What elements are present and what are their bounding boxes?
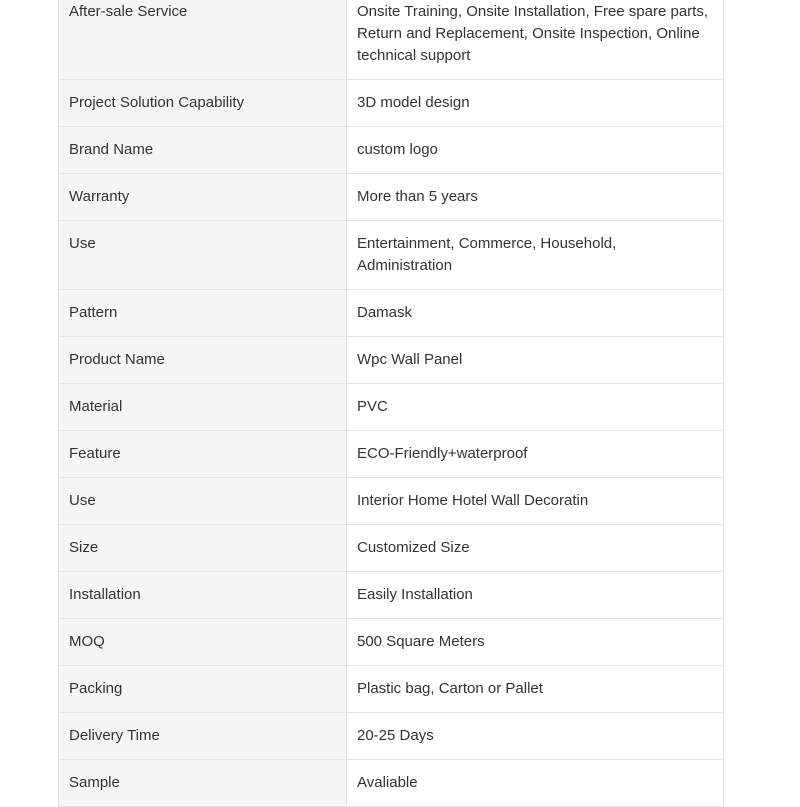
spec-key: After-sale Service	[59, 0, 347, 80]
spec-value: More than 5 years	[347, 174, 724, 221]
table-row	[59, 572, 724, 619]
spec-key: MOQ	[59, 619, 347, 666]
spec-value: Interior Home Hotel Wall Decoratin	[347, 478, 724, 525]
spec-value: 20-25 Days	[347, 713, 724, 760]
table-row	[59, 127, 724, 174]
spec-value: PVC	[347, 384, 724, 431]
spec-value: 500 Square Meters	[347, 619, 724, 666]
spec-value: Avaliable	[347, 760, 724, 807]
spec-value: Entertainment, Commerce, Household, Administration	[347, 221, 724, 290]
spec-key: Warranty	[59, 174, 347, 221]
spec-key: Material	[59, 384, 347, 431]
product-spec-table	[58, 0, 724, 807]
table-row	[59, 666, 724, 713]
table-row	[59, 525, 724, 572]
spec-key: Product Name	[59, 337, 347, 384]
spec-value: 3D model design	[347, 80, 724, 127]
spec-key: Project Solution Capability	[59, 80, 347, 127]
spec-key: Delivery Time	[59, 713, 347, 760]
table-row	[59, 221, 724, 290]
table-row	[59, 478, 724, 525]
spec-value: Customized Size	[347, 525, 724, 572]
table-row	[59, 290, 724, 337]
spec-key: Installation	[59, 572, 347, 619]
table-row	[59, 337, 724, 384]
spec-value: Plastic bag, Carton or Pallet	[347, 666, 724, 713]
spec-key: Sample	[59, 760, 347, 807]
table-row	[59, 431, 724, 478]
spec-value: Onsite Training, Onsite Installation, Free spare parts, Return and Replacement, Onsite Inspection, Online technical support	[347, 0, 724, 80]
spec-key: Brand Name	[59, 127, 347, 174]
spec-key: Use	[59, 478, 347, 525]
spec-key: Use	[59, 221, 347, 290]
table-row	[59, 713, 724, 760]
spec-value: Easily Installation	[347, 572, 724, 619]
spec-value: Damask	[347, 290, 724, 337]
table-row	[59, 0, 724, 80]
table-row	[59, 174, 724, 221]
spec-key: Feature	[59, 431, 347, 478]
spec-value: Wpc Wall Panel	[347, 337, 724, 384]
spec-value: custom logo	[347, 127, 724, 174]
spec-key: Packing	[59, 666, 347, 713]
spec-key: Size	[59, 525, 347, 572]
table-row	[59, 80, 724, 127]
spec-table-container	[58, 0, 721, 807]
table-row	[59, 760, 724, 807]
spec-key: Pattern	[59, 290, 347, 337]
table-row	[59, 384, 724, 431]
spec-value: ECO-Friendly+waterproof	[347, 431, 724, 478]
table-row	[59, 619, 724, 666]
